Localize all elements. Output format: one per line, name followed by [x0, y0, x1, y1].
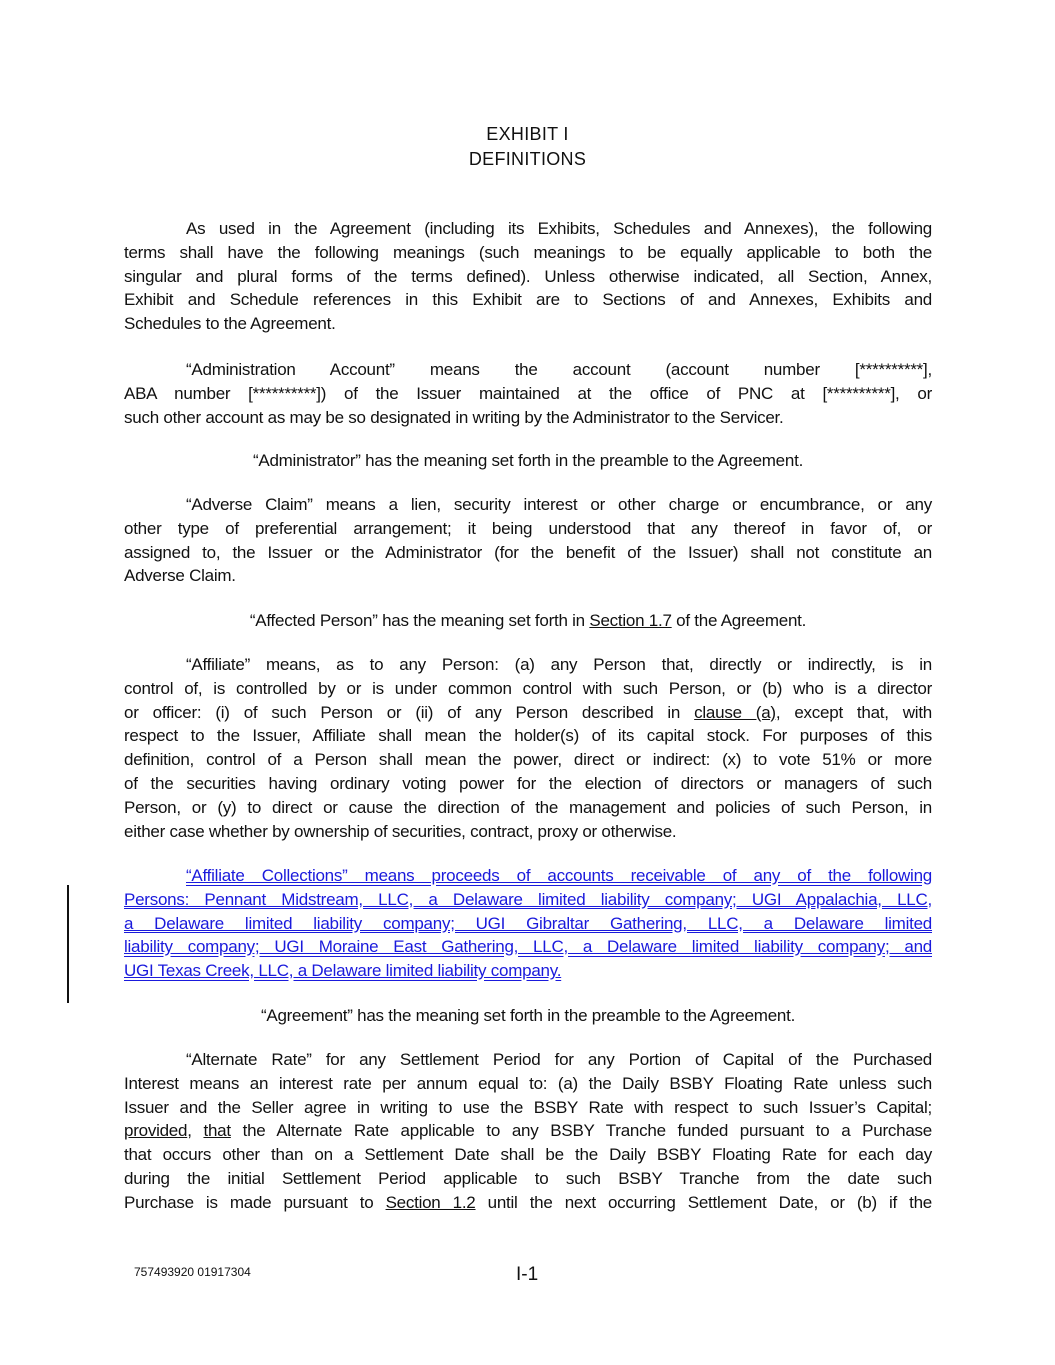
text-line: Adverse Claim.: [124, 566, 236, 586]
text-line: definition, control of a Person shall mean the power, direct or indirect: (x) to vote 51% or more: [124, 750, 932, 770]
text-line: such other account as may be so designated in writing by the Administrator to the Servicer.: [124, 407, 784, 427]
text-segment: or officer: (i) of such Person or (ii) of any Person described in: [124, 702, 695, 722]
text-line: during the initial Settlement Period applicable to such BSBY Tranche from the date such: [124, 1168, 932, 1188]
text-segment: , except that, with: [775, 702, 932, 722]
text-line: liability company; UGI Moraine East Gathering, LLC, a Delaware limited liability company; and: [124, 937, 932, 957]
text-line: terms shall have the following meanings (such meanings to be equally applicable to both the: [124, 242, 932, 262]
definitions-heading: DEFINITIONS: [468, 149, 587, 169]
cross-reference: that: [203, 1121, 231, 1141]
definition-agreement: [124, 1004, 932, 1028]
text-line: ABA number [**********]) of the Issuer maintained at the office of PNC at [**********], or: [124, 383, 932, 403]
definition-affiliate: [124, 653, 932, 843]
text-line: of the securities having ordinary voting power for the election of directors or managers of such: [124, 773, 932, 793]
text-line: a Delaware limited liability company; UGI Gibraltar Gathering, LLC, a Delaware limited: [124, 913, 932, 933]
text-segment: “Affected Person” has the meaning set forth in: [249, 611, 590, 630]
cross-reference: Section 1.7: [589, 611, 672, 630]
text-line: As used in the Agreement (including its Exhibits, Schedules and Annexes), the following: [186, 219, 932, 238]
text-line: assigned to, the Issuer or the Administrator (for the benefit of the Issuer) shall not constitute an: [124, 542, 932, 562]
cross-reference: provided: [124, 1121, 188, 1141]
text-line: “Adverse Claim” means a lien, security interest or other charge or encumbrance, or any: [186, 495, 932, 514]
text-segment: of the Agreement.: [671, 611, 807, 630]
text-segment: Purchase is made pursuant to: [124, 1192, 386, 1212]
document-id: 757493920 01917304: [134, 1265, 251, 1279]
text-line: [124, 1191, 932, 1215]
text-line: Interest means an interest rate per annum equal to: (a) the Daily BSBY Floating Rate unless such: [124, 1073, 932, 1093]
definition-administration-account: [124, 358, 932, 429]
text-line: “Administration Account” means the account (account number [**********],: [186, 360, 932, 379]
text-line: singular and plural forms of the terms defined). Unless otherwise indicated, all Section, Annex,: [124, 266, 932, 286]
cross-reference: Section 1.2: [385, 1192, 476, 1212]
text-line: “Affiliate Collections” means proceeds of accounts receivable of any of the following: [186, 866, 932, 885]
definition-alternate-rate: [124, 1048, 932, 1215]
text-line: “Agreement” has the meaning set forth in the preamble to the Agreement.: [260, 1006, 796, 1025]
definition-affiliate-collections: [124, 864, 932, 983]
text-line: respect to the Issuer, Affiliate shall mean the holder(s) of its capital stock. For purposes of this: [124, 726, 932, 746]
definition-affected-person: [124, 609, 932, 633]
text-line: “Alternate Rate” for any Settlement Period for any Portion of Capital of the Purchased: [186, 1050, 932, 1069]
definition-adverse-claim: [124, 493, 932, 588]
text-line: Schedules to the Agreement.: [124, 314, 336, 334]
text-segment: the Alternate Rate applicable to any BSBY Tranche funded pursuant to a Purchase: [230, 1121, 932, 1141]
text-segment: ,: [187, 1121, 204, 1141]
revision-change-bar: [67, 885, 69, 1003]
cross-reference: clause (a): [694, 702, 776, 722]
text-line: Person, or (y) to direct or cause the direction of the management and policies of such Person, in: [124, 797, 932, 817]
text-line: [124, 1119, 932, 1143]
text-line: [124, 701, 932, 725]
text-line: that occurs other than on a Settlement Date shall be the Daily BSBY Floating Rate for each day: [124, 1145, 932, 1165]
text-segment: until the next occurring Settlement Date, or (b) if the: [475, 1192, 933, 1212]
text-line: Persons: Pennant Midstream, LLC, a Delaware limited liability company; UGI Appalachia, LLC,: [124, 889, 932, 909]
definition-intro: [124, 217, 932, 336]
definition-administrator: [124, 449, 932, 473]
exhibit-title: EXHIBIT I: [486, 124, 569, 144]
text-line: “Administrator” has the meaning set forth in the preamble to the Agreement.: [252, 451, 804, 470]
text-line: Exhibit and Schedule references in this Exhibit are to Sections of and Annexes, Exhibits and: [124, 290, 932, 310]
page-number: I-1: [516, 1264, 539, 1285]
text-line: UGI Texas Creek, LLC, a Delaware limited liability company.: [124, 961, 562, 981]
text-line: either case whether by ownership of securities, contract, proxy or otherwise.: [124, 821, 677, 841]
text-line: Issuer and the Seller agree in writing to use the BSBY Rate with respect to such Issuer’s Capital;: [124, 1097, 932, 1117]
text-line: control of, is controlled by or is under common control with such Person, or (b) who is a director: [124, 678, 932, 698]
text-line: [124, 609, 932, 633]
text-line: other type of preferential arrangement; it being understood that any thereof in favor of, or: [124, 518, 932, 538]
text-line: “Affiliate” means, as to any Person: (a) any Person that, directly or indirectly, is in: [186, 655, 932, 674]
